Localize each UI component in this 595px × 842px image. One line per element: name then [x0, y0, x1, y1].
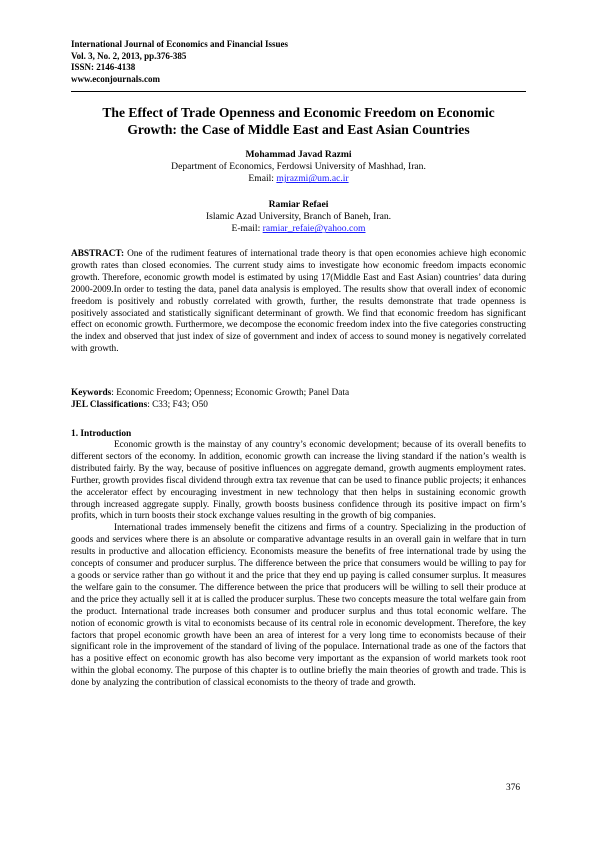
introduction-body: [71, 440, 526, 690]
keywords-label: Keywords: [71, 388, 112, 398]
title-line-2: Growth: the Case of Middle East and East Asian Countries: [127, 121, 470, 137]
author-block-1: [71, 149, 526, 186]
abstract-label: ABSTRACT:: [71, 249, 125, 259]
page-number: 376: [506, 783, 521, 793]
author-email-line: [71, 173, 526, 185]
jel-text: : C33; F43; O50: [147, 399, 208, 410]
keywords-line: [71, 388, 526, 400]
author-email-link[interactable]: mjrazmi@um.ac.ir: [276, 173, 349, 185]
keywords-block: [71, 388, 526, 412]
title-line-1: The Effect of Trade Openness and Economic Freedom on Economic: [102, 105, 495, 120]
paper-title: [71, 105, 526, 138]
author-block-2: [71, 199, 526, 236]
author-name: Ramiar Refaei: [268, 199, 329, 210]
jel-line: [71, 400, 526, 412]
section-heading: 1. Introduction: [71, 429, 132, 439]
author-email-line: [71, 223, 526, 235]
journal-name: International Journal of Economics and Financial Issues: [71, 39, 289, 49]
email-label: E-mail:: [231, 223, 263, 235]
email-label: Email:: [248, 173, 277, 185]
abstract-text: One of the rudiment features of international trade theory is that open economies achieve high economic growth rates than closed economies. The current study aims to investigate how economic freedom impacts economic growth. Therefore, economic growth model is estimated by using 17(Middle East and East Asian) countries’ data during 2000-2009.In order to testing the data, panel data analysis is employed. The results show that overall index of economic freedom is positively and robustly correlated with growth, further, the results demonstrate that trade openness is positively associated and statistically significant determinant of growth. We find that economic freedom has significant effect on economic growth. Furthermore, we decompose the economic freedom index into the five categories constructing the index and observed that just index of size of government and index of access to sound money is negatively correlated with growth.: [71, 249, 526, 355]
author-affiliation: Department of Economics, Ferdowsi University of Mashhad, Iran.: [171, 161, 426, 173]
keywords-text: : Economic Freedom; Openness; Economic Growth; Panel Data: [111, 388, 350, 398]
paragraph: Economic growth is the mainstay of any country’s economic development; because of its overall benefits to different sectors of the economy. In addition, economic growth can increase the living standard if the nation’s wealth is distributed fairly. By the way, because of positive influences on aggregate demand, growth augments employment rates. Further, growth provides fiscal dividend through extra tax revenue that can be used to finance public projects; it enhances the accelerator effect by encouraging investment in new technology that then helps in sustaining economic growth through increased aggregate supply. Finally, growth boosts business confidence through its positive impact on firm’s profits, which in turn boosts their stock exchange values resulting in the growth of big companies.: [71, 440, 526, 522]
jel-label: JEL Classifications: [71, 399, 148, 410]
author-affiliation: Islamic Azad University, Branch of Baneh, Iran.: [205, 211, 392, 223]
author-name: Mohammad Javad Razmi: [245, 149, 352, 160]
header-rule: [71, 91, 526, 92]
journal-volume: Vol. 3, No. 2, 2013, pp.376-385: [71, 50, 187, 61]
paragraph: International trades immensely benefit the citizens and firms of a country. Specializing in the production of goods and services where there is an absolute or comparative advantage results in an overall gain in welfare that in turn results in productive and allocation efficiency. Economists measure the benefits of free international trade by using the concepts of consumer and producer surplus. The difference between the price that consumers would be willing to pay for a goods or service rather than go without it and the price that they end up paying is called consumer surplus. It measures the welfare gain to the consumer. The difference between the price that producers will be willing to sell their produce at and the price they actually sell it at is called the producer surplus. These two concepts measure the total welfare gain from the product. International trade increases both consumer and producer surplus and thus total economic welfare. The notion of economic growth is vital to economists because of its central role in economic development. Therefore, the key factors that propel economic growth have been an area of interest for a very long time to economists because of their significant role in the improvement of the standard of living of the populace. International trade as one of the factors that has a positive effect on economic growth has also become very important as the expansion of world markets took root within the global economy. The purpose of this chapter is to outline briefly the main theories of growth and trade. This is done by analyzing the contribution of classical economists to the theory of trade and growth.: [71, 523, 526, 689]
journal-website: www.econjournals.com: [71, 74, 160, 85]
journal-header: [71, 39, 288, 86]
abstract: [71, 249, 526, 356]
author-email-link[interactable]: ramiar_refaie@yahoo.com: [262, 223, 366, 235]
journal-issn: ISSN: 2146-4138: [71, 62, 136, 73]
